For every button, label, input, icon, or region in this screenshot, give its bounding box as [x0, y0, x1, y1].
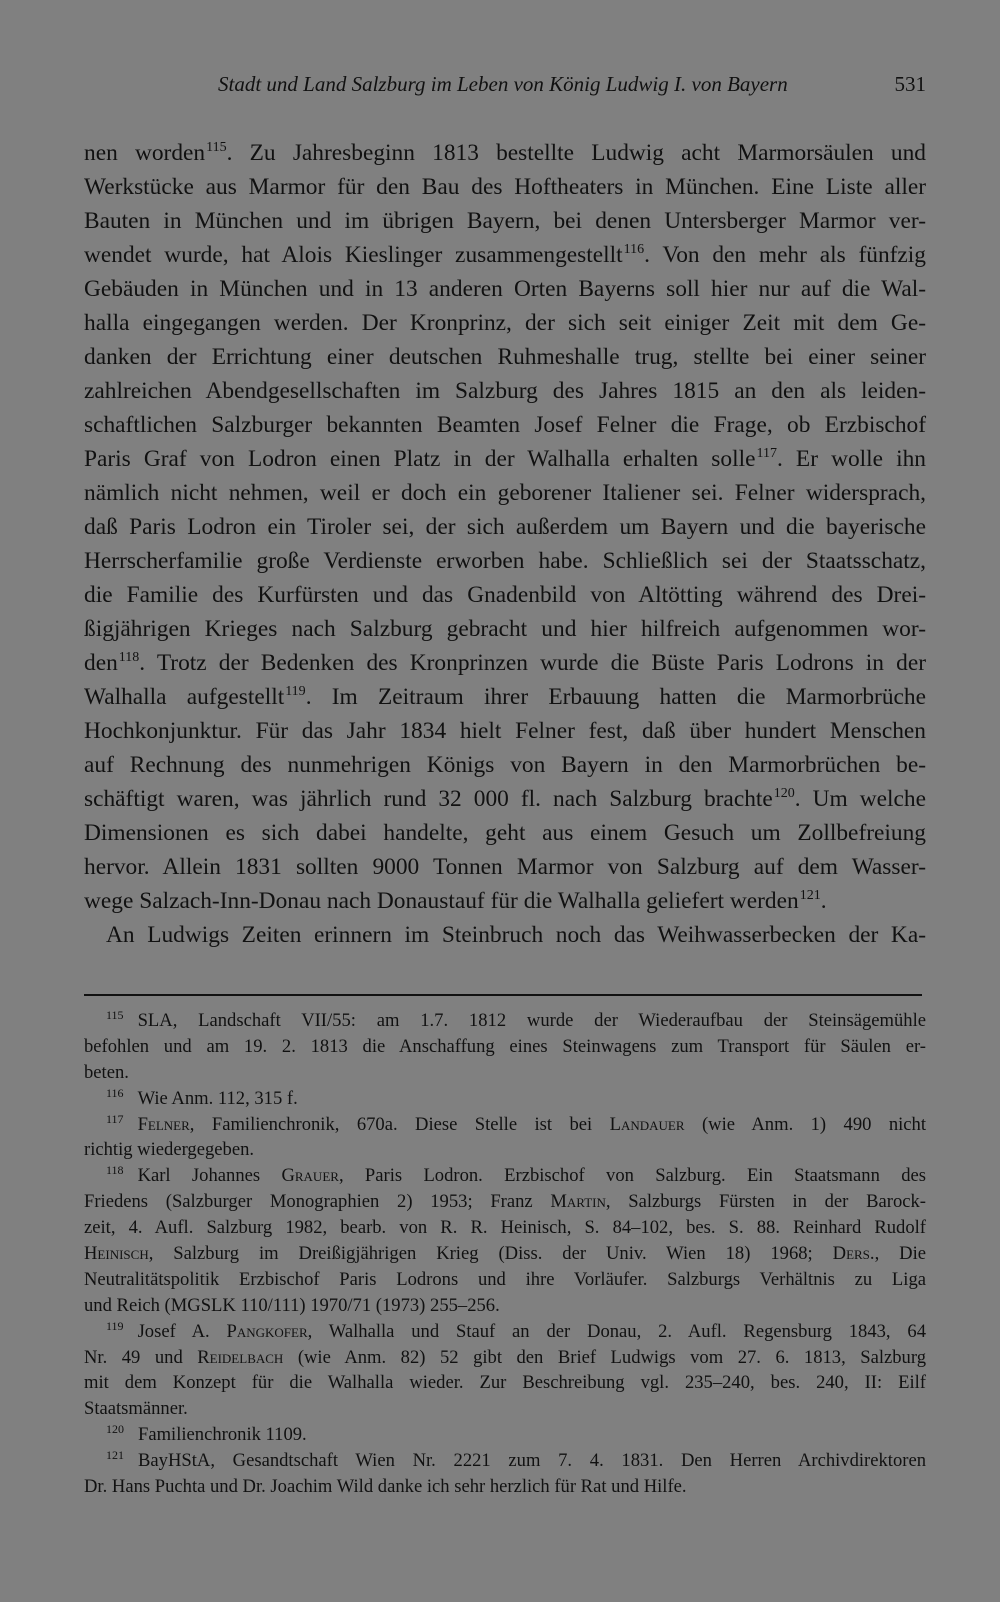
text-segment: den	[84, 650, 118, 676]
text-line	[84, 136, 926, 170]
footnote-line	[84, 1422, 926, 1448]
text-line	[84, 850, 926, 884]
text-line	[84, 306, 926, 340]
text-line	[84, 612, 926, 646]
footnote-line	[84, 1396, 926, 1422]
footnote	[84, 1112, 926, 1164]
footnote	[84, 1422, 926, 1448]
footnote-line	[84, 1008, 926, 1034]
text-segment: daß Paris Lodron ein Tiroler sei, der sich außerdem um Bayern und die bayerische	[84, 514, 926, 540]
text-line	[84, 476, 926, 510]
footnote-text: Dr. Hans Puchta und Dr. Joachim Wild danke ich sehr herzlich für Rat und Hilfe.	[84, 1476, 687, 1498]
text-segment: Gebäuden in München und in 13 anderen Orten Bayerns soll hier nur auf die Wal-	[84, 276, 926, 302]
footnote-line	[84, 1060, 926, 1086]
footnote-line	[84, 1189, 926, 1215]
text-line	[84, 748, 926, 782]
footnotes	[84, 1008, 926, 1500]
text-segment: .	[820, 888, 827, 914]
text-line	[84, 340, 926, 374]
footnote-reference: 120	[773, 786, 795, 801]
footnote-text: Nr. 49 und Reidelbach (wie Anm. 82) 52 gibt den Brief Ludwigs vom 27. 6. 1813, Salzburg	[84, 1346, 926, 1368]
running-header	[84, 72, 926, 102]
footnote-line	[84, 1345, 926, 1371]
text-line	[84, 170, 926, 204]
footnote-text: richtig wiedergegeben.	[84, 1139, 255, 1161]
footnote-line	[84, 1267, 926, 1293]
footnote-text: beten.	[84, 1061, 129, 1083]
footnote-line	[84, 1474, 926, 1500]
text-line	[84, 374, 926, 408]
footnote-text: Heinisch, Salzburg im Dreißigjährigen Krieg (Diss. der Univ. Wien 18) 1968; Ders., Die	[84, 1243, 926, 1265]
text-line	[84, 816, 926, 850]
text-segment: Bauten in München und im übrigen Bayern, bei denen Untersberger Marmor ver-	[84, 208, 926, 234]
text-segment: schaftlichen Salzburger bekannten Beamten Josef Felner die Frage, ob Erzbischof	[84, 412, 926, 438]
footnote-reference: 121	[799, 888, 821, 903]
text-segment: Herrscherfamilie große Verdienste erworben habe. Schließlich sei der Staatsschatz,	[84, 548, 926, 574]
text-line	[84, 884, 926, 918]
footnote	[84, 1008, 926, 1086]
footnote-number: 117	[106, 1111, 124, 1126]
footnote-text: Staatsmänner.	[84, 1398, 188, 1420]
text-segment: ßigjährigen Krieges nach Salzburg gebracht und hier hilfreich aufgenommen wor-	[84, 616, 926, 642]
footnote-reference: 115	[206, 140, 227, 155]
text-segment: . Im Zeitraum ihrer Erbauung hatten die Marmorbrüche	[305, 684, 926, 710]
text-segment: Dimensionen es sich dabei handelte, geht aus einem Gesuch um Zollbefreiung	[84, 820, 926, 846]
footnote-text: BayHStA, Gesandtschaft Wien Nr. 2221 zum 7. 4. 1831. Den Herren Archivdirektoren	[138, 1450, 926, 1472]
footnote-text: Josef A. Pangkofer, Walhalla und Stauf an der Donau, 2. Aufl. Regensburg 1843, 64	[137, 1320, 927, 1342]
text-line	[84, 680, 926, 714]
text-line	[84, 578, 926, 612]
footnote-reference: 118	[118, 650, 140, 665]
footnote-line	[84, 1241, 926, 1267]
text-segment: wendet wurde, hat Alois Kieslinger zusammengestellt	[84, 242, 623, 268]
text-segment: schäftigt waren, was jährlich rund 32 000 fl. nach Salzburg brachte	[84, 786, 773, 812]
text-line	[84, 408, 926, 442]
footnote-line	[84, 1112, 926, 1138]
text-segment: halla eingegangen werden. Der Kronprinz, der sich seit einiger Zeit mit dem Ge-	[84, 310, 926, 336]
footnote-text: und Reich (MGSLK 110/111) 1970/71 (1973) 255–256.	[84, 1294, 500, 1316]
footnote	[84, 1319, 926, 1423]
text-segment: zahlreichen Abendgesellschaften im Salzburg des Jahres 1815 an den als leiden-	[84, 378, 926, 404]
text-line	[84, 510, 926, 544]
text-segment: Walhalla aufgestellt	[84, 684, 285, 710]
text-line	[84, 204, 926, 238]
text-segment: . Um welche	[794, 786, 926, 812]
text-segment: auf Rechnung des nunmehrigen Königs von Bayern in den Marmorbrüchen be-	[84, 752, 926, 778]
footnote-line	[84, 1137, 926, 1163]
footnote-line	[84, 1034, 926, 1060]
footnote-line	[84, 1215, 926, 1241]
footnote-rule	[84, 994, 922, 996]
footnote-text: Felner, Familienchronik, 670a. Diese Stelle ist bei Landauer (wie Anm. 1) 490 nicht	[137, 1113, 926, 1135]
footnote-text: Wie Anm. 112, 315 f.	[137, 1087, 298, 1109]
text-segment: die Familie des Kurfürsten und das Gnadenbild von Altötting während des Drei-	[84, 582, 926, 608]
footnote	[84, 1086, 926, 1112]
text-segment: hervor. Allein 1831 sollten 9000 Tonnen Marmor von Salzburg auf dem Wasser-	[84, 854, 926, 880]
footnote-number: 118	[106, 1163, 124, 1178]
footnote-number: 120	[106, 1422, 124, 1437]
text-line	[84, 782, 926, 816]
footnote-line	[84, 1163, 926, 1189]
footnote-text: zeit, 4. Aufl. Salzburg 1982, bearb. von R. R. Heinisch, S. 84–102, bes. S. 88. Reinhard Rudolf	[84, 1217, 926, 1239]
text-segment: Paris Graf von Lodron einen Platz in der Walhalla erhalten solle	[84, 446, 756, 472]
text-segment: . Von den mehr als fünfzig	[644, 242, 927, 268]
text-segment: Hochkonjunktur. Für das Jahr 1834 hielt Felner fest, daß über hundert Menschen	[84, 718, 926, 744]
footnote	[84, 1163, 926, 1318]
footnote-reference: 116	[623, 242, 645, 257]
text-line	[84, 272, 926, 306]
footnote	[84, 1448, 926, 1500]
footnote-text: befohlen und am 19. 2. 1813 die Anschaffung eines Steinwagens zum Transport für Säulen er-	[84, 1035, 926, 1057]
running-title: Stadt und Land Salzburg im Leben von König Ludwig I. von Bayern	[218, 72, 788, 96]
main-text	[84, 136, 926, 952]
text-segment: Werkstücke aus Marmor für den Bau des Hoftheaters in München. Eine Liste aller	[84, 174, 926, 200]
text-line	[84, 646, 926, 680]
text-line	[84, 442, 926, 476]
text-line	[84, 238, 926, 272]
footnote-number: 119	[106, 1318, 124, 1333]
footnote-text: Neutralitätspolitik Erzbischof Paris Lodrons und ihre Vorläufer. Salzburgs Verhältnis zu Liga	[84, 1268, 926, 1290]
footnote-line	[84, 1319, 926, 1345]
text-segment: danken der Errichtung einer deutschen Ruhmeshalle trug, stellte bei einer seiner	[84, 344, 926, 370]
footnote-text: Karl Johannes Grauer, Paris Lodron. Erzbischof von Salzburg. Ein Staatsmann des	[137, 1165, 926, 1187]
footnote-line	[84, 1370, 926, 1396]
text-line	[84, 918, 926, 952]
footnote-reference: 119	[285, 684, 306, 699]
text-segment: . Zu Jahresbeginn 1813 bestellte Ludwig acht Marmorsäulen und	[226, 140, 926, 166]
page-number: 531	[894, 72, 926, 96]
text-segment: nen worden	[84, 140, 206, 166]
footnote-line	[84, 1293, 926, 1319]
footnote-text: SLA, Landschaft VII/55: am 1.7. 1812 wurde der Wiederaufbau der Steinsägemühle	[137, 1010, 926, 1031]
text-line	[84, 714, 926, 748]
footnote-number: 121	[106, 1448, 124, 1463]
footnote-number: 115	[106, 1008, 124, 1022]
footnote-number: 116	[106, 1085, 124, 1100]
footnote-text: Friedens (Salzburger Monographien 2) 1953; Franz Martin, Salzburgs Fürsten in der Barock-	[84, 1191, 926, 1213]
text-line	[84, 544, 926, 578]
text-segment: nämlich nicht nehmen, weil er doch ein geborener Italiener sei. Felner widersprach,	[84, 480, 926, 506]
text-segment: . Er wolle ihn	[776, 446, 927, 472]
footnote-line	[84, 1086, 926, 1112]
text-segment: An Ludwigs Zeiten erinnern im Steinbruch noch das Weihwasserbecken der Ka-	[106, 922, 926, 948]
footnote-text: Familienchronik 1109.	[138, 1424, 307, 1446]
footnote-text: mit dem Konzept für die Walhalla wieder. Zur Beschreibung vgl. 235–240, bes. 240, II: Eilf	[84, 1372, 926, 1394]
text-segment: wege Salzach-Inn-Donau nach Donaustauf für die Walhalla geliefert werden	[84, 888, 799, 914]
footnote-line	[84, 1448, 926, 1474]
text-segment: . Trotz der Bedenken des Kronprinzen wurde die Büste Paris Lodrons in der	[139, 650, 926, 676]
footnote-reference: 117	[756, 446, 777, 461]
